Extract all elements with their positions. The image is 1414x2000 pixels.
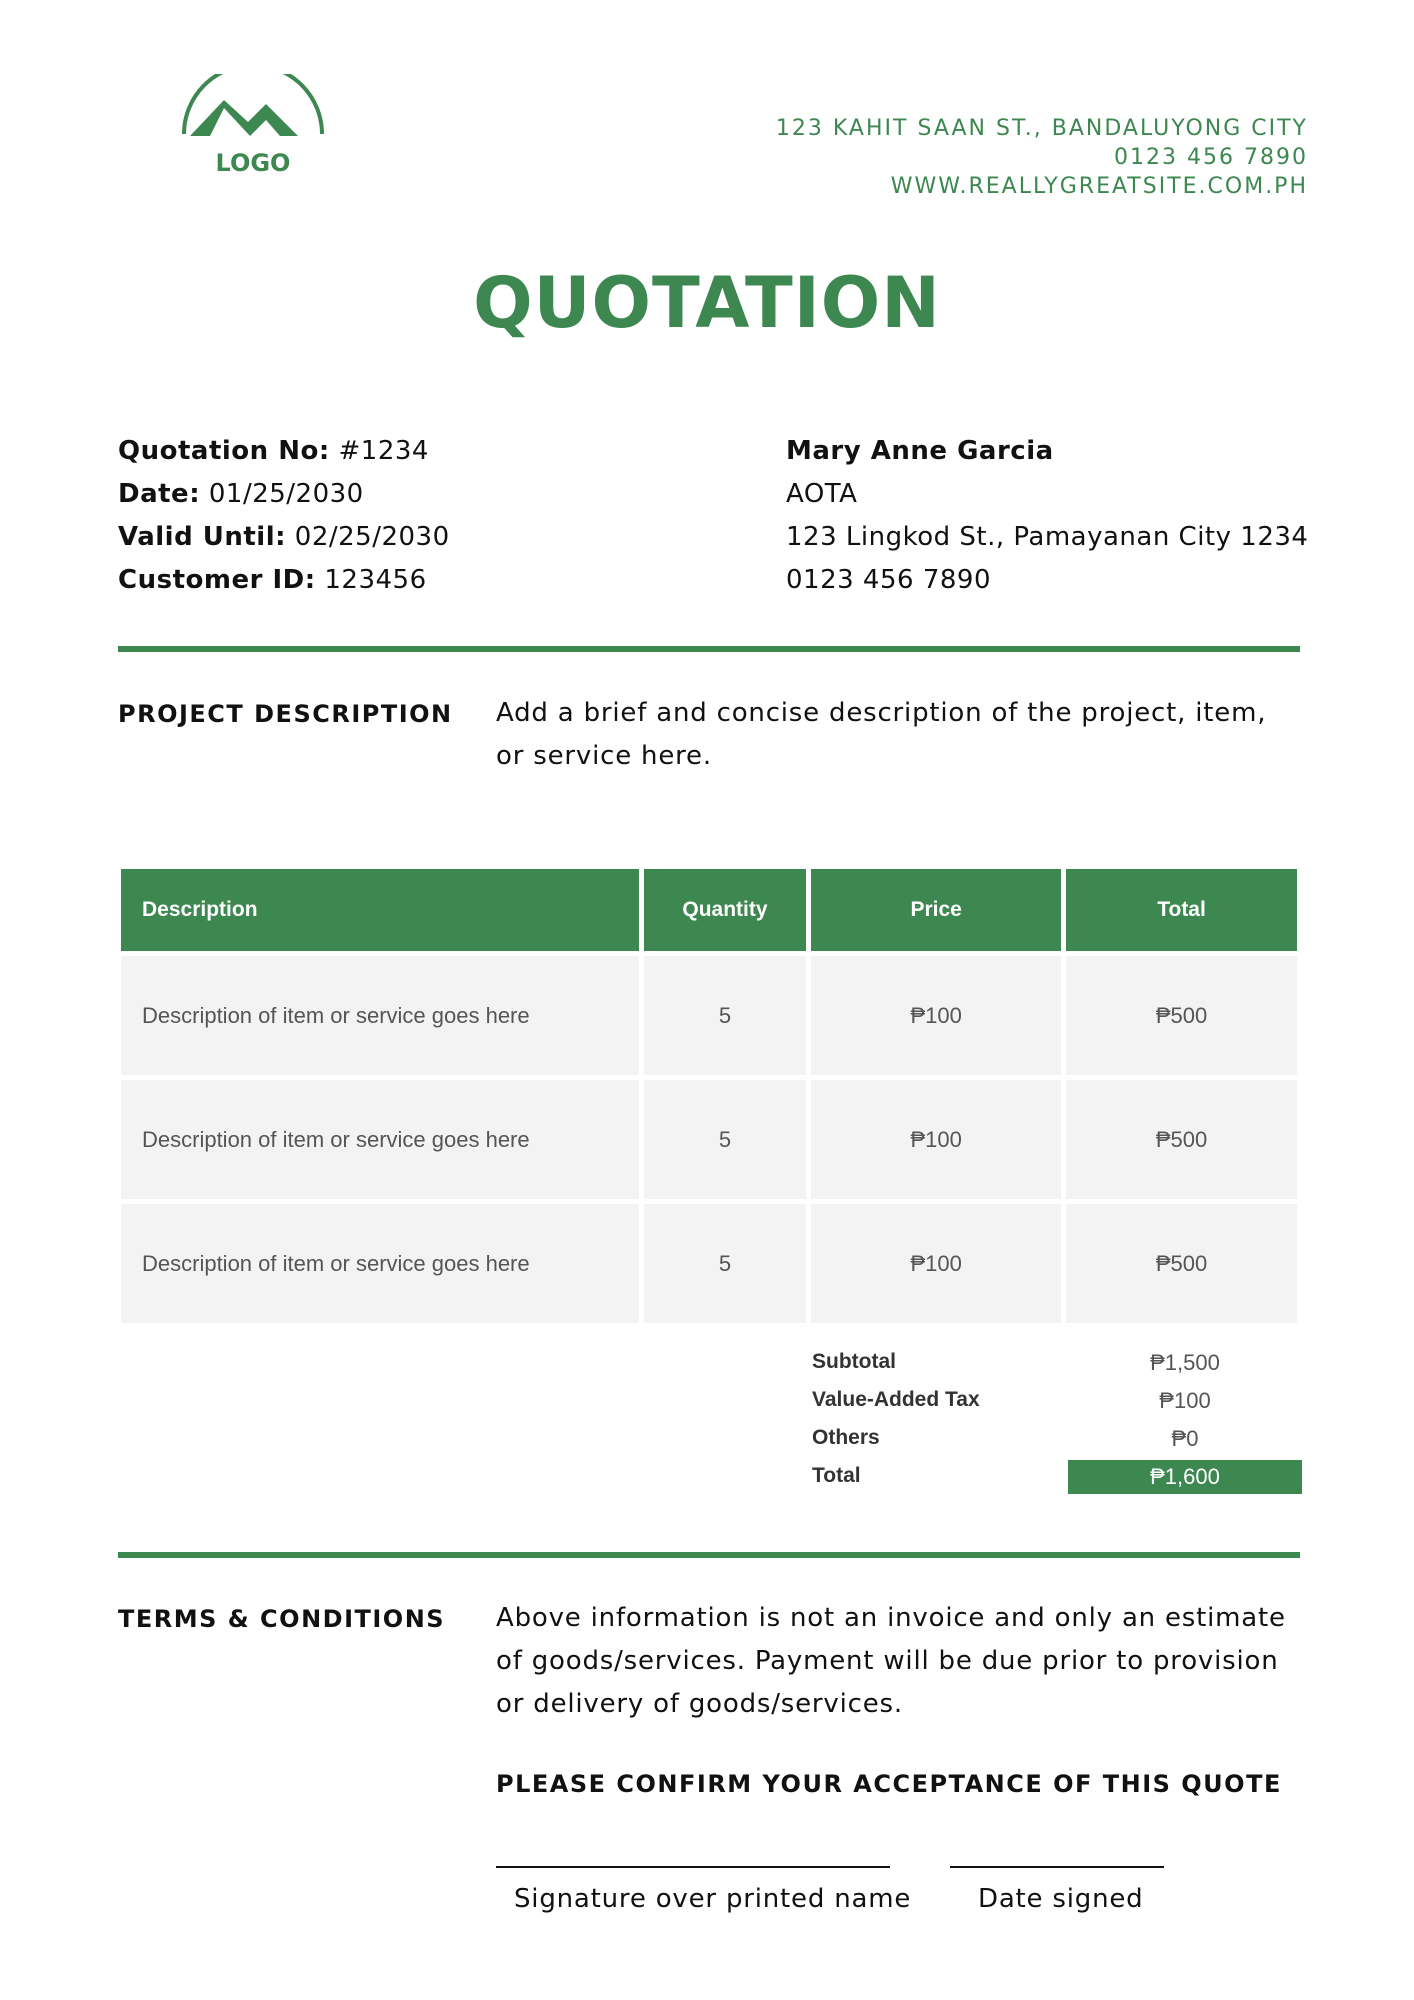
vat-label: Value-Added Tax: [812, 1388, 980, 1411]
item-price: ₱100: [811, 1080, 1061, 1199]
date-signed-label: Date signed: [978, 1884, 1144, 1914]
company-address: 123 KAHIT SAAN ST., BANDALUYONG CITY: [775, 116, 1308, 141]
project-description-text: Add a brief and concise description of the project, item, or service here.: [496, 698, 1267, 771]
item-description: Description of item or service goes here: [121, 956, 639, 1075]
customer-id: 123456: [324, 565, 427, 595]
customer-details: [786, 430, 1308, 602]
item-quantity: 5: [644, 1080, 807, 1199]
customer-phone: 0123 456 7890: [786, 565, 991, 595]
customer-id-row: [118, 559, 450, 602]
subtotal-row: [812, 1346, 1302, 1384]
customer-name: Mary Anne Garcia: [786, 436, 1054, 466]
column-header-description: Description: [121, 869, 639, 951]
customer-address: 123 Lingkod St., Pamayanan City 1234: [786, 522, 1309, 552]
company-logo: [180, 74, 326, 178]
item-total: ₱500: [1066, 1204, 1297, 1323]
item-total: ₱500: [1066, 956, 1297, 1075]
page-title: QUOTATION: [473, 262, 941, 344]
items-table: [116, 864, 1302, 1328]
terms-text: Above information is not an invoice and only an estimate of goods/services. Payment will be due prior to provision or delivery of goods/services.: [496, 1603, 1286, 1719]
table-row: [121, 1080, 1297, 1199]
customer-company: AOTA: [786, 479, 858, 509]
acceptance-heading: PLEASE CONFIRM YOUR ACCEPTANCE OF THIS QUOTE: [496, 1770, 1282, 1798]
grand-total-value: ₱1,600: [1068, 1460, 1302, 1494]
quote-meta: [118, 430, 450, 602]
divider: [118, 1552, 1300, 1558]
table-row: [121, 1204, 1297, 1323]
subtotal-value: ₱1,500: [1150, 1350, 1220, 1375]
subtotal-label: Subtotal: [812, 1350, 896, 1373]
quote-number: #1234: [338, 436, 429, 466]
item-description: Description of item or service goes here: [121, 1080, 639, 1199]
company-contact: [776, 114, 1308, 201]
others-row: [812, 1422, 1302, 1460]
others-label: Others: [812, 1426, 880, 1449]
divider: [118, 646, 1300, 652]
signature-line: [496, 1866, 890, 1868]
company-phone: 0123 456 7890: [1114, 145, 1308, 170]
vat-value: ₱100: [1159, 1388, 1211, 1413]
quote-number-label: Quotation No:: [118, 436, 330, 466]
others-value: ₱0: [1171, 1426, 1199, 1451]
project-description-label: PROJECT DESCRIPTION: [118, 700, 453, 728]
totals-summary: [812, 1346, 1302, 1498]
customer-id-label: Customer ID:: [118, 565, 316, 595]
grand-total-label: Total: [812, 1464, 861, 1487]
quote-date-label: Date:: [118, 479, 201, 509]
quote-number-row: [118, 430, 450, 473]
item-total: ₱500: [1066, 1080, 1297, 1199]
company-website: WWW.REALLYGREATSITE.COM.PH: [890, 174, 1308, 199]
quote-date-row: [118, 473, 450, 516]
valid-until: 02/25/2030: [294, 522, 450, 552]
valid-until-label: Valid Until:: [118, 522, 287, 552]
terms-label: TERMS & CONDITIONS: [118, 1605, 446, 1633]
logo-text: LOGO: [215, 149, 291, 177]
item-quantity: 5: [644, 956, 807, 1075]
table-header-row: [121, 869, 1297, 951]
item-price: ₱100: [811, 1204, 1061, 1323]
valid-until-row: [118, 516, 450, 559]
date-line: [950, 1866, 1164, 1868]
column-header-quantity: Quantity: [644, 869, 807, 951]
item-description: Description of item or service goes here: [121, 1204, 639, 1323]
column-header-total: Total: [1066, 869, 1297, 951]
grand-total-row: [812, 1460, 1302, 1498]
table-row: [121, 956, 1297, 1075]
signature-label: Signature over printed name: [514, 1884, 912, 1914]
logo-mark-icon: [180, 74, 326, 178]
item-quantity: 5: [644, 1204, 807, 1323]
vat-row: [812, 1384, 1302, 1422]
item-price: ₱100: [811, 956, 1061, 1075]
quote-date: 01/25/2030: [208, 479, 364, 509]
column-header-price: Price: [811, 869, 1061, 951]
